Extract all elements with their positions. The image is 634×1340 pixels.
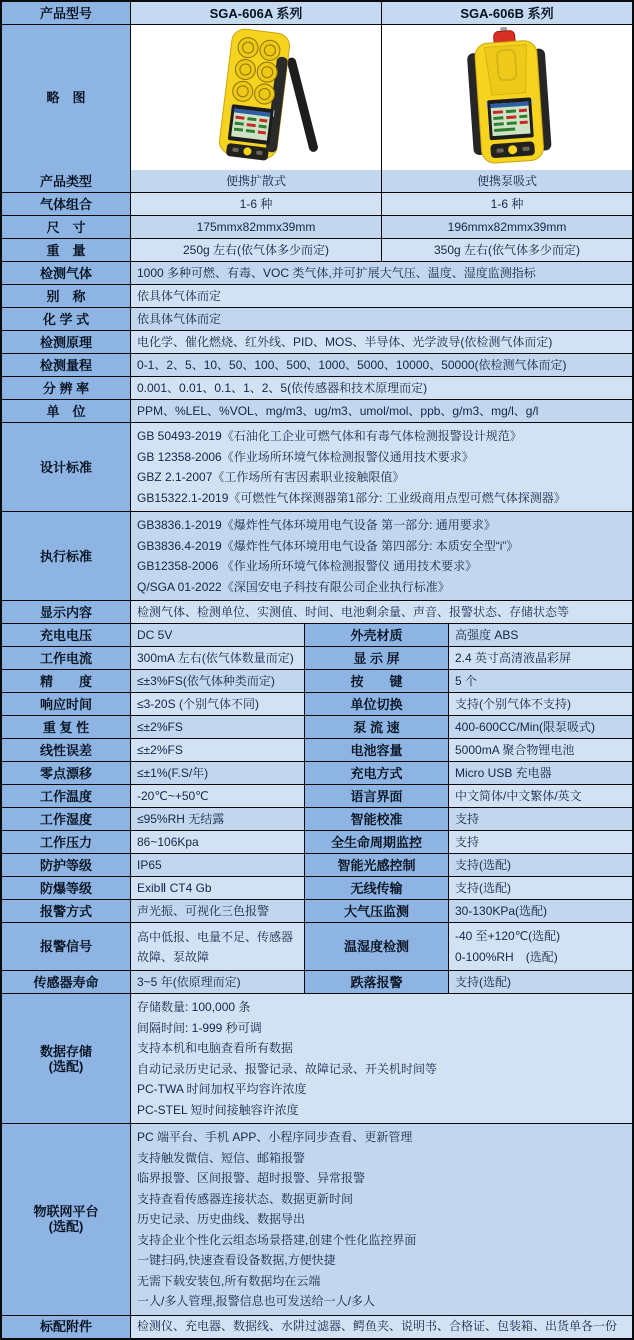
spec-value-1: ≤±3%FS(依气体种类而定): [130, 670, 304, 692]
spec-value-1: ExibⅡ CT4 Gb: [130, 877, 304, 899]
spec-label: 产品类型: [2, 170, 130, 192]
table-row: [2, 170, 632, 192]
spec-value: 0.001、0.01、0.1、1、2、5(依传感器和技术原理而定): [130, 377, 632, 399]
spec-value-lines: GB 50493-2019《石油化工企业可燃气体和有毒气体检测报警设计规范》 GB 12358-2006《作业场所环境气体检测报警仪通用技术要求》 GBZ 2.1-2007《工作场所有害因素职业接触限值》 GB15322.1-2019《可燃性气体探测器第1部分: 工业级商用点型可燃气体探测器》: [130, 423, 632, 511]
spec-label: 重 量: [2, 239, 130, 261]
spec-label: 语言界面: [304, 785, 448, 807]
spec-label: 智能校准: [304, 808, 448, 830]
spec-label: 尺 寸: [2, 216, 130, 238]
spec-value: 检测气体、检测单位、实测值、时间、电池剩余量、声音、报警状态、存储状态等: [130, 601, 632, 623]
spec-value-2: 高强度 ABS: [448, 624, 632, 646]
spec-value-b: 1-6 种: [381, 193, 632, 215]
spec-value-2: 支持: [448, 808, 632, 830]
spec-value-2: 支持: [448, 831, 632, 853]
spec-value-a: 便携扩散式: [130, 170, 381, 192]
table-row: [2, 422, 632, 511]
spec-label: 物联网平台 (选配): [2, 1124, 130, 1315]
spec-value-a: 250g 左右(依气体多少而定): [130, 239, 381, 261]
spec-value-1: ≤±2%FS: [130, 739, 304, 761]
table-row: [2, 761, 632, 784]
table-row: [2, 623, 632, 646]
spec-rows: [2, 170, 632, 1338]
spec-label: 工作压力: [2, 831, 130, 853]
spec-label: 检测量程: [2, 354, 130, 376]
spec-label: 工作湿度: [2, 808, 130, 830]
spec-value-a: 1-6 种: [130, 193, 381, 215]
spec-value-2: 5000mA 聚合物锂电池: [448, 739, 632, 761]
spec-value-lines: PC 端平台、手机 APP、小程序同步查看、更新管理 支持触发微信、短信、邮箱报警 临界报警、区间报警、超时报警、异常报警 支持查看传感器连接状态、数据更新时间 历史记录、历史曲线、数据导出 支持企业个性化云组态场景搭建,创建个性化监控界面 一键扫码,快速查看设备数据,方便快捷 无需下载安装包,所有数据均在云端 一人/多人管理,报警信息也可发送给一人/多人: [130, 1124, 632, 1315]
spec-value-2: 支持(选配): [448, 877, 632, 899]
product-image-sga-606b: [381, 25, 632, 170]
spec-value-1: 86~106Kpa: [130, 831, 304, 853]
spec-value: 1000 多种可燃、有毒、VOC 类气体,并可扩展大气压、温度、湿度监测指标: [130, 262, 632, 284]
table-row: [2, 238, 632, 261]
table-row: [2, 376, 632, 399]
spec-label: 精 度: [2, 670, 130, 692]
table-row: [2, 646, 632, 669]
spec-value-1: 300mA 左右(依气体数量而定): [130, 647, 304, 669]
spec-label: 大气压监测: [304, 900, 448, 922]
spec-label: 响应时间: [2, 693, 130, 715]
spec-value: PPM、%LEL、%VOL、mg/m3、ug/m3、umol/mol、ppb、g/m3、mg/l、g/l: [130, 400, 632, 422]
spec-label: 检测原理: [2, 331, 130, 353]
spec-value-1: ≤3-20S (个别气体不同): [130, 693, 304, 715]
spec-label: 执行标准: [2, 512, 130, 600]
spec-label: 泵 流 速: [304, 716, 448, 738]
spec-label: 跌落报警: [304, 971, 448, 993]
table-row: [2, 215, 632, 238]
spec-label: 智能光感控制: [304, 854, 448, 876]
table-row: [2, 669, 632, 692]
table-row: [2, 330, 632, 353]
table-row: [2, 993, 632, 1123]
header-series-a: SGA-606A 系列: [130, 2, 381, 24]
spec-label: 化 学 式: [2, 308, 130, 330]
table-row: [2, 784, 632, 807]
spec-label: 报警信号: [2, 923, 130, 970]
spec-label: 工作温度: [2, 785, 130, 807]
spec-value-2: Micro USB 充电器: [448, 762, 632, 784]
table-row: [2, 399, 632, 422]
spec-label: 全生命周期监控: [304, 831, 448, 853]
spec-value-2: 5 个: [448, 670, 632, 692]
table-row: [2, 876, 632, 899]
spec-value-2: 中文简体/中文繁体/英文: [448, 785, 632, 807]
spec-value-2: 30-130KPa(选配): [448, 900, 632, 922]
spec-label: 按 键: [304, 670, 448, 692]
spec-label: 外壳材质: [304, 624, 448, 646]
spec-value-lines: 存储数量: 100,000 条 间隔时间: 1-999 秒可调 支持本机和电脑查看所有数据 自动记录历史记录、报警记录、故障记录、开关机时间等 PC-TWA 时间加权平均容许浓度 PC-STEL 短时间接触容许浓度: [130, 994, 632, 1123]
product-image-sga-606a: [130, 25, 381, 170]
spec-value-1: ≤±1%(F.S/年): [130, 762, 304, 784]
header-model-label: 产品型号: [2, 2, 130, 24]
diffusion-detector-icon: [131, 26, 381, 169]
table-row: [2, 1315, 632, 1338]
spec-value-1: 高中低报、电量不足、传感器故障、泵故障: [130, 923, 304, 970]
spec-value-2: -40 至+120℃(选配) 0-100%RH (选配): [448, 923, 632, 970]
spec-value-1: ≤±2%FS: [130, 716, 304, 738]
table-row: [2, 899, 632, 922]
sketch-row: [2, 24, 632, 170]
table-row: [2, 853, 632, 876]
spec-value-2: 支持(个别气体不支持): [448, 693, 632, 715]
spec-label: 充电电压: [2, 624, 130, 646]
table-row: [2, 511, 632, 600]
table-row: [2, 1123, 632, 1315]
header-series-b: SGA-606B 系列: [381, 2, 632, 24]
spec-value-b: 便携泵吸式: [381, 170, 632, 192]
spec-value-lines: GB3836.1-2019《爆炸性气体环境用电气设备 第一部分: 通用要求》 GB3836.4-2019《爆炸性气体环境用电气设备 第四部分: 本质安全型“i”》 GB12358-2006 《作业场所环境气体检测报警仪 通用技术要求》 Q/SGA 01-2022《深国安电子科技有限公司企业执行标准》: [130, 512, 632, 600]
table-row: [2, 600, 632, 623]
spec-value: 依具体气体而定: [130, 285, 632, 307]
spec-label: 单位切换: [304, 693, 448, 715]
spec-label: 别 称: [2, 285, 130, 307]
table-header-row: [2, 2, 632, 24]
sketch-label: 略 图: [2, 25, 130, 170]
spec-label: 分 辨 率: [2, 377, 130, 399]
spec-value-2: 2.4 英寸高清液晶彩屏: [448, 647, 632, 669]
spec-label: 数据存储 (选配): [2, 994, 130, 1123]
spec-label: 设计标准: [2, 423, 130, 511]
spec-value: 电化学、催化燃烧、红外线、PID、MOS、半导体、光学波导(依检测气体而定): [130, 331, 632, 353]
spec-label: 线性误差: [2, 739, 130, 761]
table-row: [2, 738, 632, 761]
spec-label: 传感器寿命: [2, 971, 130, 993]
spec-value-b: 350g 左右(依气体多少而定): [381, 239, 632, 261]
spec-value-1: -20℃~+50℃: [130, 785, 304, 807]
spec-value-2: 支持(选配): [448, 971, 632, 993]
table-row: [2, 922, 632, 970]
spec-value-1: 声光振、可视化三色报警: [130, 900, 304, 922]
spec-value-1: ≤95%RH 无结露: [130, 808, 304, 830]
spec-label: 显示内容: [2, 601, 130, 623]
spec-value: 依具体气体而定: [130, 308, 632, 330]
spec-value-b: 196mmx82mmx39mm: [381, 216, 632, 238]
spec-label: 重 复 性: [2, 716, 130, 738]
spec-label: 报警方式: [2, 900, 130, 922]
spec-label: 充电方式: [304, 762, 448, 784]
spec-label: 工作电流: [2, 647, 130, 669]
pump-detector-icon: [382, 26, 632, 169]
spec-value-a: 175mmx82mmx39mm: [130, 216, 381, 238]
spec-value-2: 400-600CC/Min(限泵吸式): [448, 716, 632, 738]
spec-label: 防护等级: [2, 854, 130, 876]
spec-value: 检测仪、充电器、数据线、水阱过滤器、鳄鱼夹、说明书、合格证、包装箱、出货单各一份: [130, 1316, 632, 1338]
spec-value: 0-1、2、5、10、50、100、500、1000、5000、10000、50000(依检测气体而定): [130, 354, 632, 376]
table-row: [2, 970, 632, 993]
spec-label: 零点漂移: [2, 762, 130, 784]
spec-value-1: IP65: [130, 854, 304, 876]
table-row: [2, 715, 632, 738]
table-row: [2, 261, 632, 284]
table-row: [2, 284, 632, 307]
spec-value-1: DC 5V: [130, 624, 304, 646]
table-row: [2, 807, 632, 830]
spec-label: 单 位: [2, 400, 130, 422]
table-row: [2, 830, 632, 853]
spec-label: 防爆等级: [2, 877, 130, 899]
spec-value-1: 3~5 年(依原理而定): [130, 971, 304, 993]
table-row: [2, 692, 632, 715]
spec-label: 标配附件: [2, 1316, 130, 1338]
table-row: [2, 307, 632, 330]
table-row: [2, 353, 632, 376]
spec-label: 显 示 屏: [304, 647, 448, 669]
spec-label: 检测气体: [2, 262, 130, 284]
spec-label: 气体组合: [2, 193, 130, 215]
spec-label: 温湿度检测: [304, 923, 448, 970]
spec-label: 电池容量: [304, 739, 448, 761]
spec-label: 无线传输: [304, 877, 448, 899]
spec-value-2: 支持(选配): [448, 854, 632, 876]
table-row: [2, 192, 632, 215]
